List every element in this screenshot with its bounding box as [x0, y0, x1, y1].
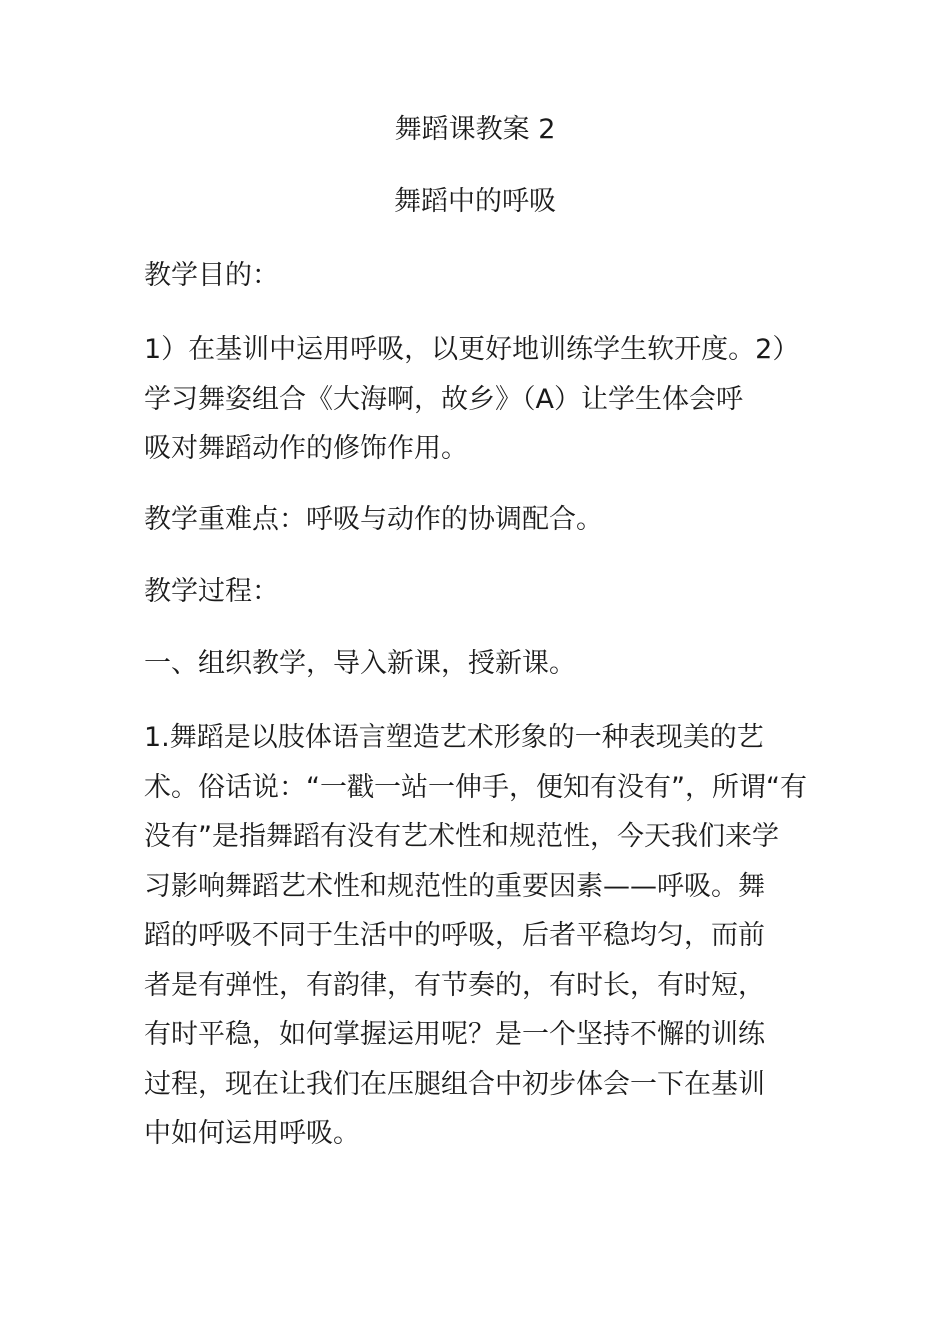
body-line: 术。俗话说：“一戳一站一伸手，便知有没有”，所谓“有 [144, 771, 807, 803]
process-heading: 教学过程： [144, 576, 279, 607]
body-line: 者是有弹性，有韵律，有节奏的，有时长，有时短， [144, 969, 765, 1001]
objective-line: 学习舞姿组合《大海啊，故乡》（A）让学生体会呼 [144, 383, 743, 415]
body-line: 有时平稳，如何掌握运用呢？是一个坚持不懈的训练 [144, 1019, 765, 1050]
body-line: 中如何运用呼吸。 [144, 1118, 360, 1149]
objective-line: 1）在基训中运用呼吸，以更好地训练学生软开度。2） [144, 334, 800, 365]
body-line: 蹈的呼吸不同于生活中的呼吸，后者平稳均匀，而前 [144, 920, 765, 951]
body-line: 没有”是指舞蹈有没有艺术性和规范性，今天我们来学 [144, 821, 779, 852]
document-subtitle: 舞蹈中的呼吸 [394, 186, 556, 217]
body-paragraph [144, 713, 824, 1159]
document-title: 舞蹈课教案 2 [394, 114, 556, 145]
body-line: 过程，现在让我们在压腿组合中初步体会一下在基训 [144, 1068, 765, 1100]
objective-paragraph [144, 325, 824, 474]
body-line: 1.舞蹈是以肢体语言塑造艺术形象的一种表现美的艺 [144, 722, 764, 753]
section-one-heading: 一、组织教学，导入新课，授新课。 [144, 648, 576, 679]
objective-heading: 教学目的： [144, 260, 279, 291]
body-line: 习影响舞蹈艺术性和规范性的重要因素——呼吸。舞 [144, 870, 765, 902]
key-points: 教学重难点：呼吸与动作的协调配合。 [144, 504, 603, 535]
objective-line: 吸对舞蹈动作的修饰作用。 [144, 433, 468, 464]
